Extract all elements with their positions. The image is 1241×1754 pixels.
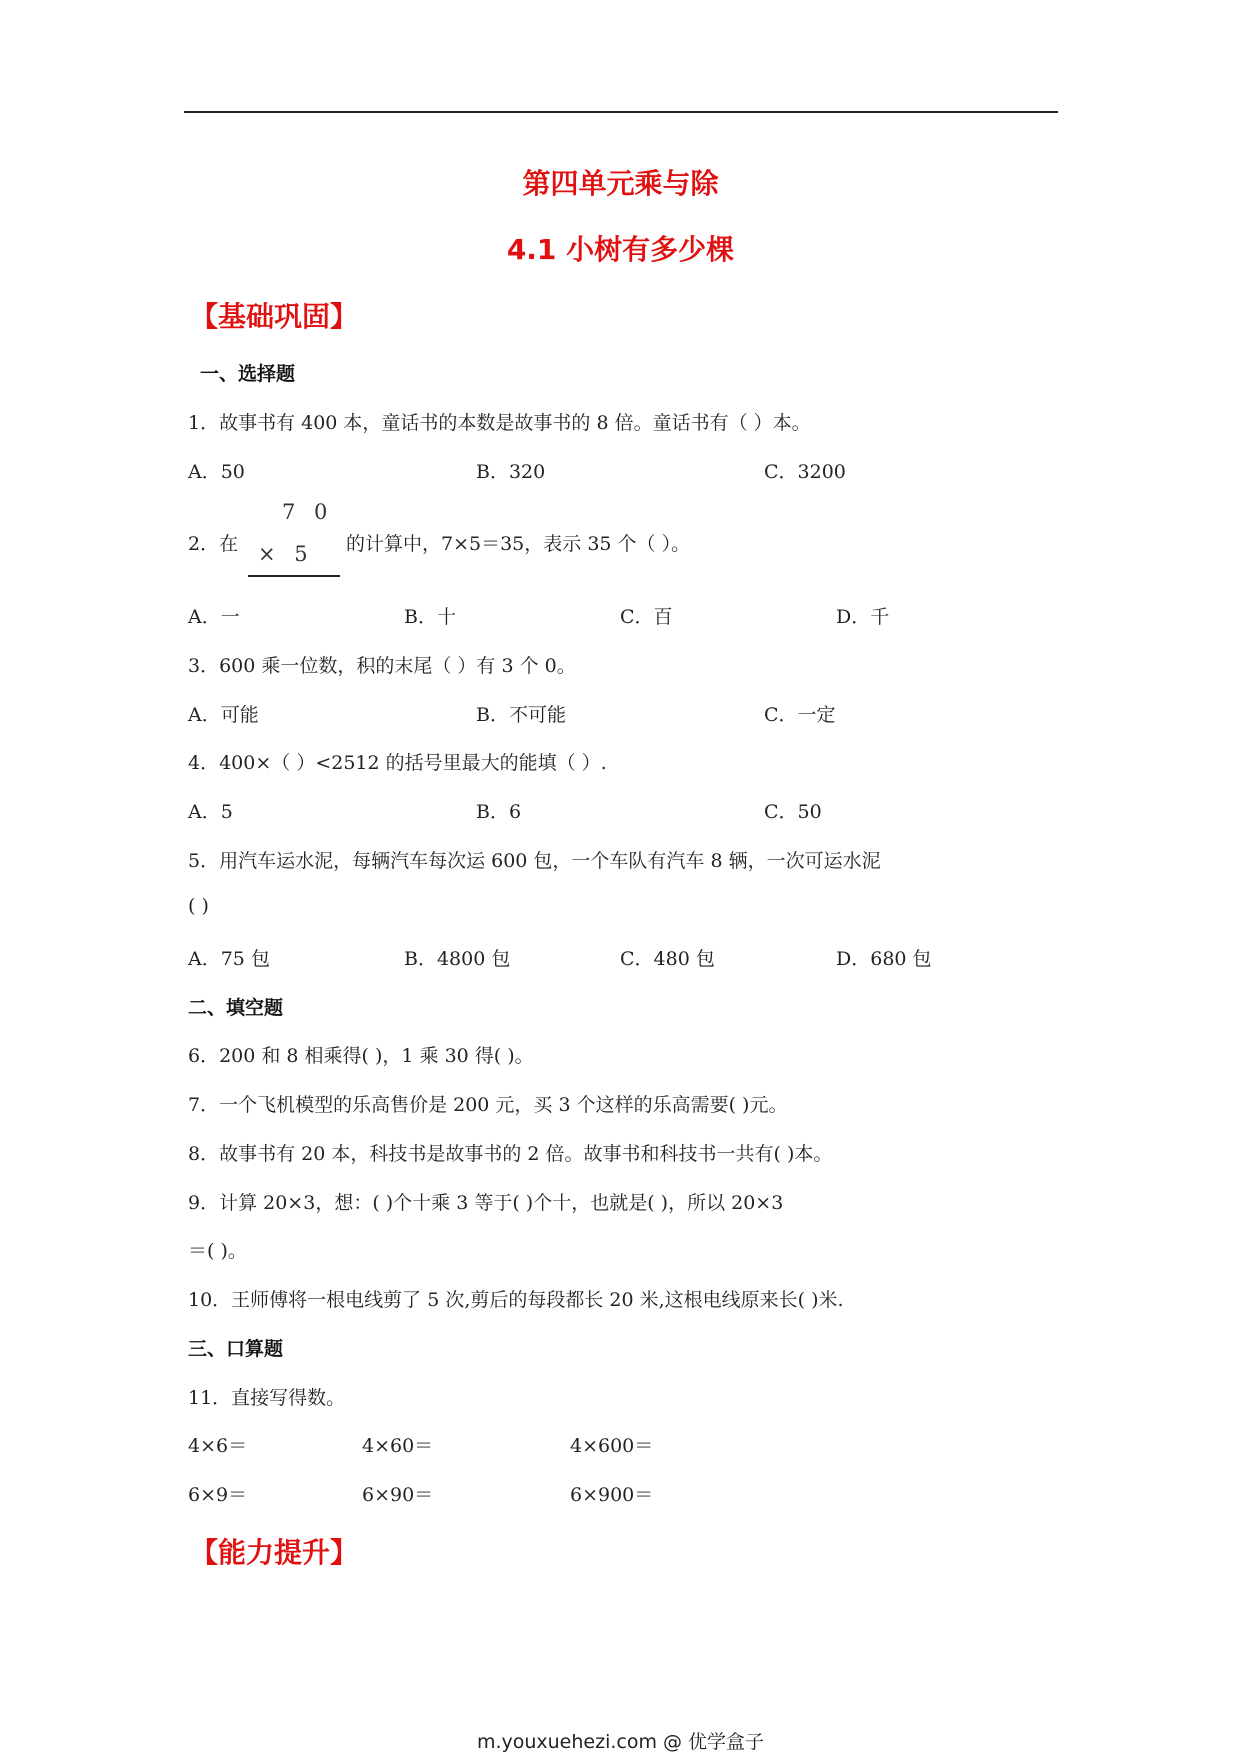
q5-option-c: C．480 包 [620,948,715,970]
q2-option-c: C．百 [620,606,673,628]
question-1: 1．故事书有 400 本，童话书的本数是故事书的 8 倍。童话书有（ ）本。 [188,412,811,434]
q5-option-b: B．4800 包 [404,948,511,970]
section-basic: 【基础巩固】 [190,300,359,333]
header-rule [184,111,1058,113]
question-2-prefix: 2．在 [188,533,239,555]
q2-option-d: D．千 [836,606,890,628]
question-6: 6．200 和 8 相乘得( )，1 乘 30 得( )。 [188,1045,534,1067]
q3-option-a: A．可能 [188,704,259,726]
oral-item: 4×6＝ [188,1435,248,1457]
q4-option-a: A．5 [188,801,233,823]
question-5: 5．用汽车运水泥，每辆汽车每次运 600 包，一个车队有汽车 8 辆，一次可运水泥 [188,850,881,872]
q3-option-c: C．一定 [764,704,836,726]
question-5-blank: ( ) [188,895,209,917]
oral-heading: 三、口算题 [188,1338,284,1360]
oral-item: 4×60＝ [362,1435,434,1457]
vertical-rule [248,575,340,577]
q3-option-b: B．不可能 [476,704,566,726]
q5-option-a: A．75 包 [188,948,270,970]
question-9-continued: ＝( )。 [188,1240,247,1262]
q1-option-a: A．50 [188,461,245,483]
q4-option-b: B．6 [476,801,522,823]
vertical-multiplier: × 5 [258,542,314,566]
q4-option-c: C．50 [764,801,822,823]
q2-option-b: B．十 [404,606,456,628]
oral-item: 4×600＝ [570,1435,654,1457]
vertical-multiplicand: 7 0 [282,500,334,524]
choice-heading: 一、选择题 [200,363,296,385]
oral-item: 6×9＝ [188,1484,248,1506]
oral-item: 6×900＝ [570,1484,654,1506]
q2-option-a: A．一 [188,606,240,628]
question-10: 10．王师傅将一根电线剪了 5 次,剪后的每段都长 20 米,这根电线原来长( )米. [188,1289,844,1311]
question-4: 4．400×（ ）<2512 的括号里最大的能填（ ）. [188,752,607,774]
question-2-suffix: 的计算中，7×5＝35，表示 35 个（ ）。 [346,533,691,555]
q5-option-d: D．680 包 [836,948,932,970]
question-9: 9．计算 20×3，想：( )个十乘 3 等于( )个十，也就是( )，所以 20×3 [188,1192,784,1214]
footer-watermark: m.youxuehezi.com @ 优学盒子 [476,1731,765,1753]
question-11: 11．直接写得数。 [188,1387,346,1409]
q1-option-c: C．3200 [764,461,846,483]
unit-title: 第四单元乘与除 [522,167,719,200]
fill-heading: 二、填空题 [188,997,284,1019]
lesson-title: 4.1 小树有多少棵 [506,233,735,266]
oral-item: 6×90＝ [362,1484,434,1506]
question-8: 8．故事书有 20 本，科技书是故事书的 2 倍。故事书和科技书一共有( )本。 [188,1143,833,1165]
q1-option-b: B．320 [476,461,546,483]
question-7: 7．一个飞机模型的乐高售价是 200 元，买 3 个这样的乐高需要( )元。 [188,1094,788,1116]
section-advanced: 【能力提升】 [190,1536,359,1569]
question-3: 3．600 乘一位数，积的末尾（ ）有 3 个 0。 [188,655,576,677]
